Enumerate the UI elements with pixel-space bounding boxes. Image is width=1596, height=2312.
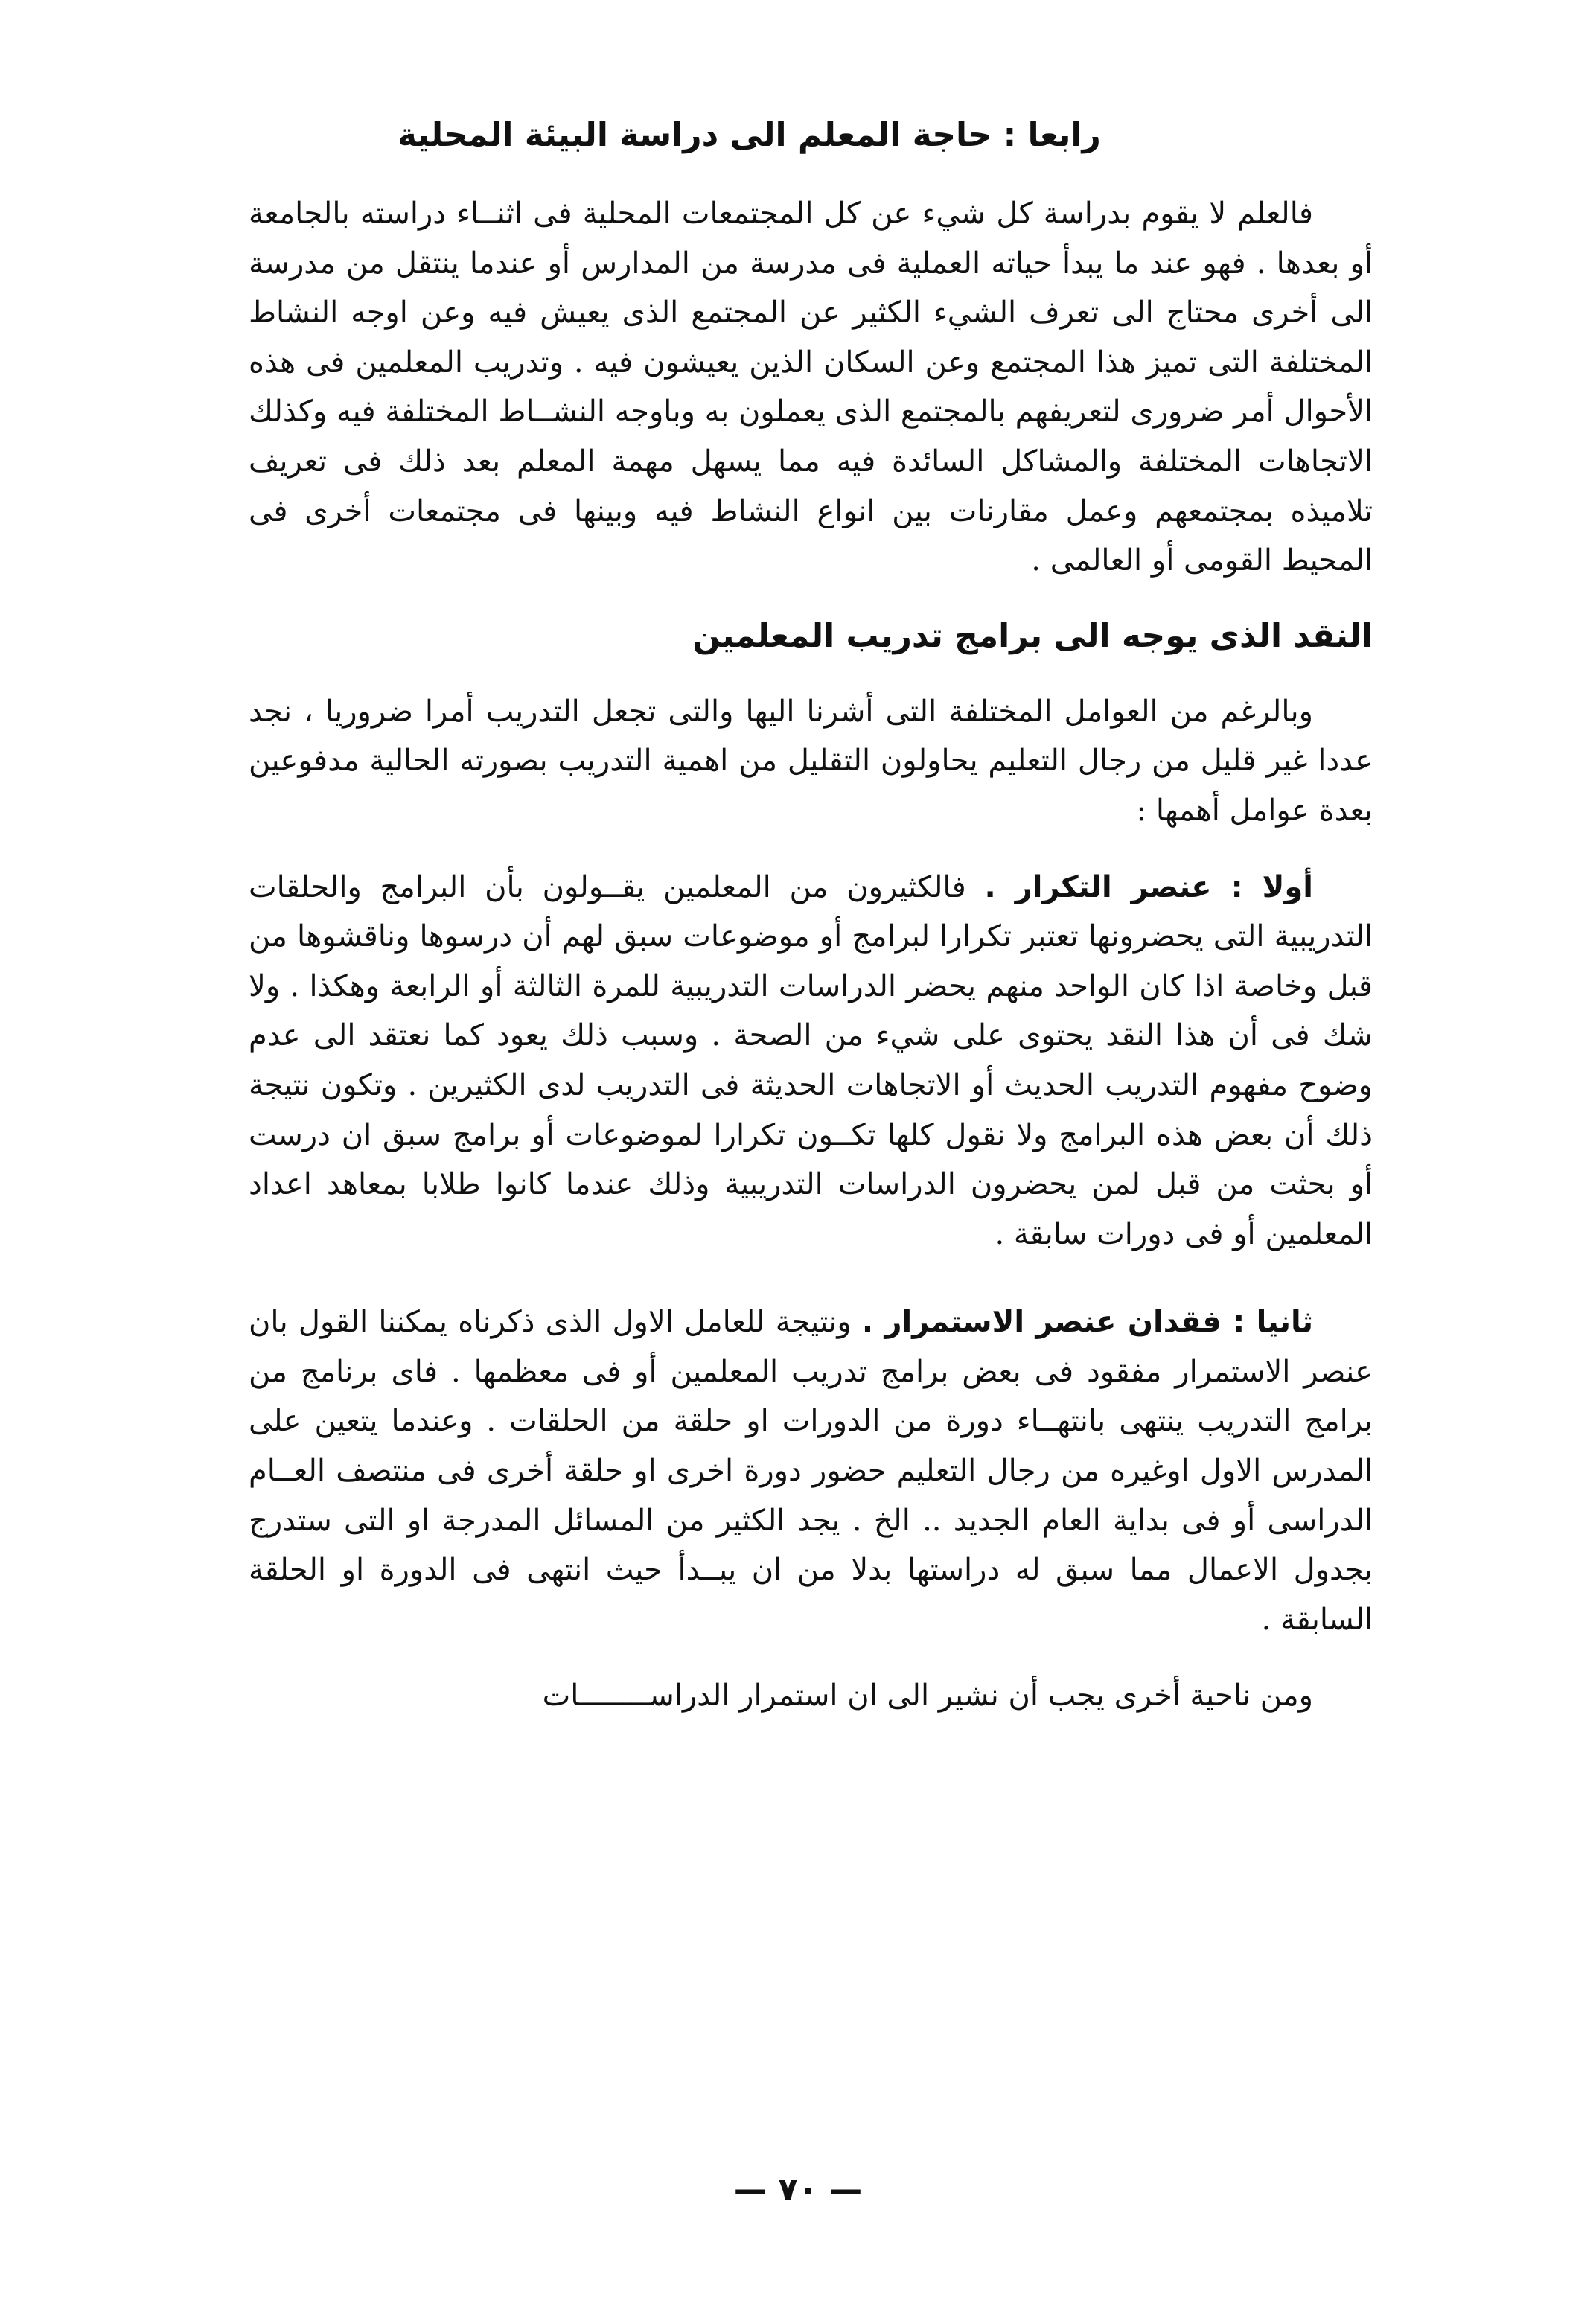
paragraph-repetition (249, 863, 1373, 1259)
page-number: — ٧٠ — (733, 2171, 863, 2209)
point-title-repetition: أولا : عنصر التكرار . (984, 869, 1313, 904)
paragraph-local-environment: فالعلم لا يقوم بدراسة كل شيء عن كل المجتمعات المحلية فى اثنــاء دراسته بالجامعة أو بعدها . فهو عند ما يبدأ حياته العملية فى مدرسة من المدارس أو عندما ينتقل من مدرسة الى أخرى محتاج الى تعرف الشيء الكثير عن المجتمع الذى يعيش فيه وعن اوجه النشاط المختلفة التى تميز هذا المجتمع وعن السكان الذين يعيشون فيه . وتدريب المعلمين فى هذه الأحوال أمر ضرورى لتعريفهم بالمجتمع الذى يعملون به وباوجه النشــاط المختلفة فيه وكذلك الاتجاهات المختلفة والمشاكل السائدة فيه مما يسهل مهمة المعلم بعد ذلك فى تعريف تلاميذه بمجتمعهم وعمل مقارنات بين انواع النشاط فيه وبينها فى مجتمعات أخرى فى المحيط القومى أو العالمى . (249, 197, 1373, 578)
section-heading-criticism: النقد الذى يوجه الى برامج تدريب المعلمين (692, 616, 1373, 655)
point-text-repetition: فالكثيرون من المعلمين يقــولون بأن البرامج والحلقات التدريبية التى يحضرونها تعتبر تكرارا لبرامج أو موضوعات سبق لهم أن درسوها وناقشوها من قبل وخاصة اذا كان الواحد منهم يحضر الدراسات التدريبية للمرة الثالثة أو الرابعة وهكذا . ولا شك فى أن هذا النقد يحتوى على شيء من الصحة . وسبب ذلك يعود كما نعتقد الى عدم وضوح مفهوم التدريب الحديث أو الاتجاهات الحديثة فى التدريب لدى الكثيرين . وتكون نتيجة ذلك أن بعض هذه البرامج ولا نقول كلها تكــون تكرارا لموضوعات أو برامج سبق ان درست أو بحثت من قبل لمن يحضرون الدراسات التدريبية وذلك عندما كانوا طلابا بمعاهد اعداد المعلمين أو فى دورات سابقة . (249, 869, 1373, 1251)
point-title-continuity: ثانيا : فقدان عنصر الاستمرار . (861, 1305, 1314, 1340)
page-content (249, 112, 1373, 1721)
paragraph-continuity (249, 1297, 1373, 1644)
paragraph-criticism-intro: وبالرغم من العوامل المختلفة التى أشرنا اليها والتى تجعل التدريب أمرا ضروريا ، نجد عددا غير قليل من رجال التعليم يحاولون التقليل من اهمية التدريب بصورته الحالية مدفوعين بعدة عوامل أهمها : (249, 694, 1373, 828)
section-heading-local-environment: رابعا : حاجة المعلم الى دراسة البيئة المحلية (398, 116, 1101, 154)
point-text-continuity: ونتيجة للعامل الاول الذى ذكرناه يمكننا القول بان عنصر الاستمرار مفقود فى بعض برامج تدريب المعلمين أو فى معظمها . فاى برنامج من برامج التدريب ينتهى بانتهــاء دورة من الدورات او حلقة من الحلقات . وعندما يتعين على المدرس الاول اوغيره من رجال التعليم حضور دورة اخرى او حلقة أخرى فى منتصف العــام الدراسى أو فى بداية العام الجديد .. الخ . يجد الكثير من المسائل المدرجة او التى ستدرج بجدول الاعمال مما سبق له دراستها بدلا من ان يبــدأ حيث انتهى فى الدورة او الحلقة السابقة . (249, 1305, 1373, 1637)
paragraph-closing-line: ومن ناحية أخرى يجب أن نشير الى ان استمرار الدراســــــــات (542, 1679, 1313, 1714)
